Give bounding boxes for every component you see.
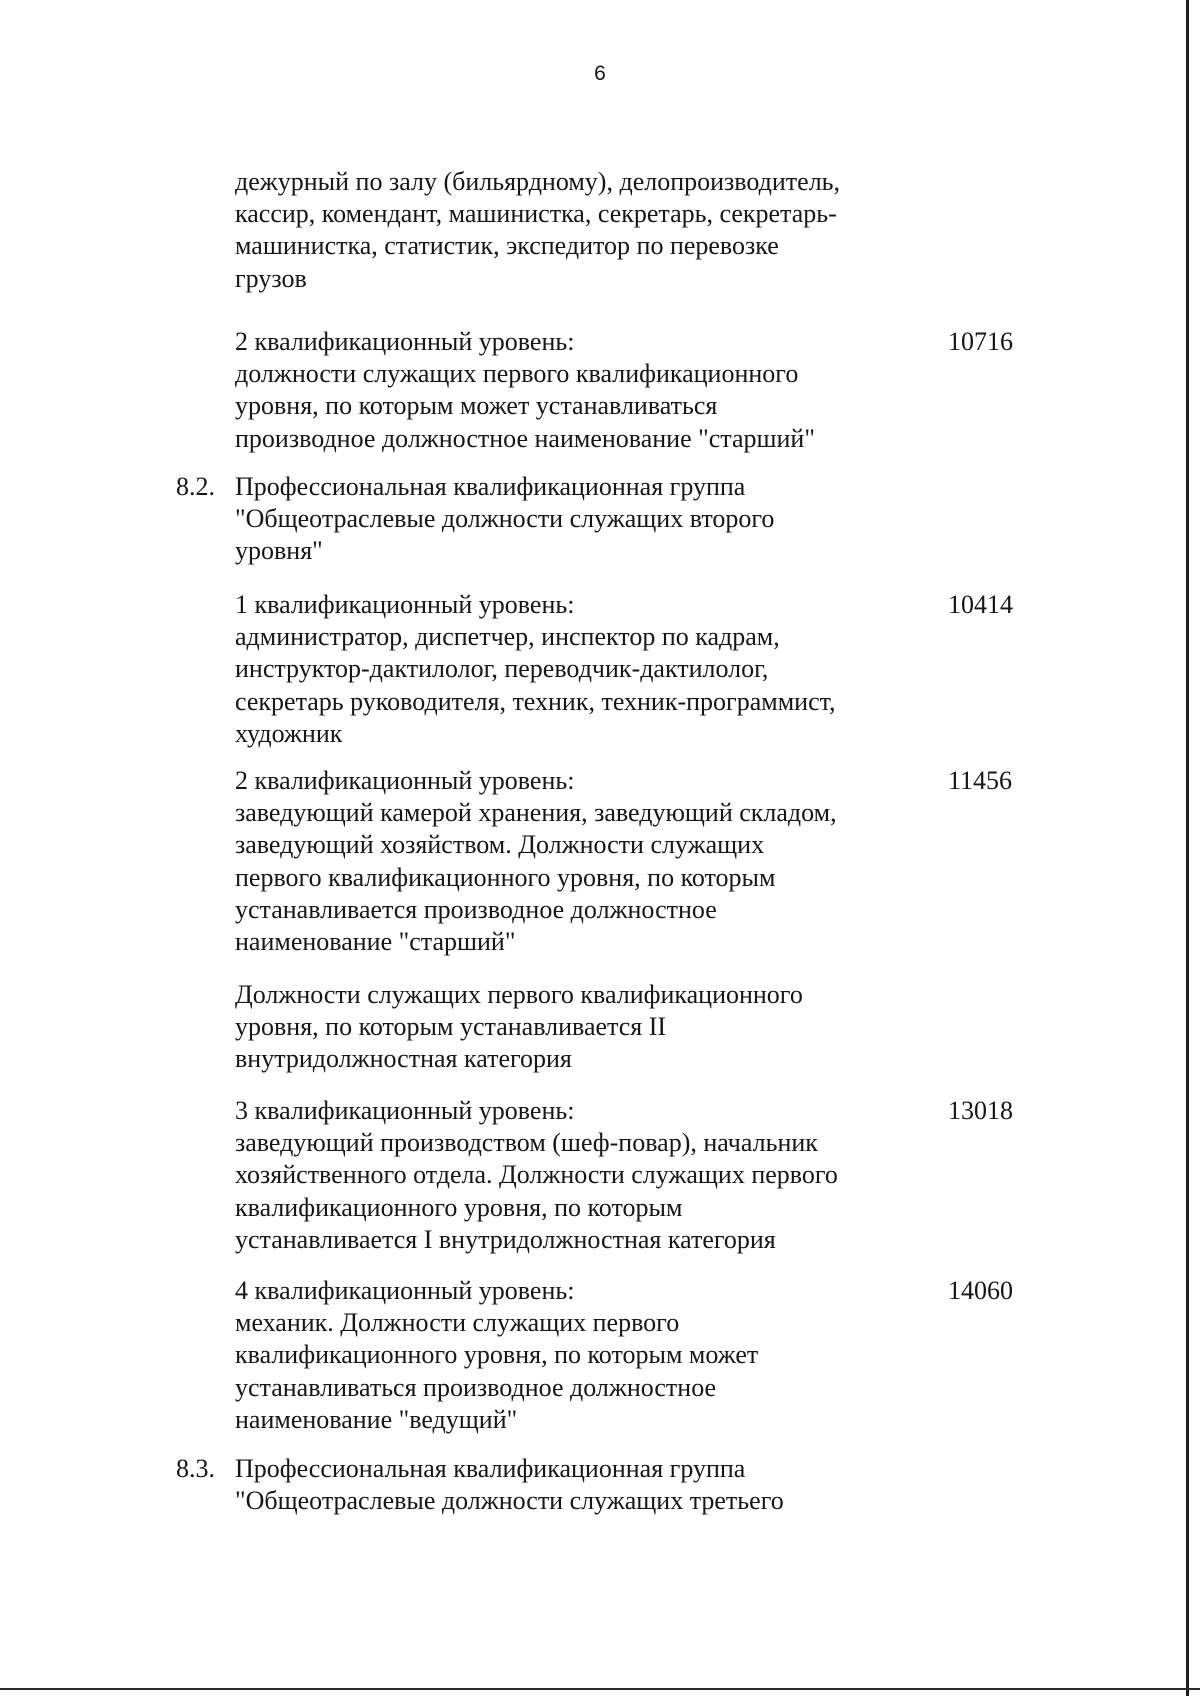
qualification-level-text <box>235 1275 915 1436</box>
text-line: первого квалификационного уровня, по которым <box>235 862 776 892</box>
level-heading: 1 квалификационный уровень: <box>235 590 575 619</box>
text-line: устанавливается I внутридолжностная категория <box>235 1224 776 1254</box>
text-line: кассир, комендант, машинистка, секретарь, секретарь- <box>235 199 837 229</box>
qualification-level-text <box>235 765 915 958</box>
text-line: квалификационного уровня, по которым может <box>235 1340 759 1370</box>
page-number: 6 <box>594 62 606 85</box>
section-number: 8.3. <box>176 1454 215 1483</box>
text-line: художник <box>235 718 343 748</box>
text-line: "Общеотраслевые должности служащих третьего <box>235 1486 784 1516</box>
level-heading: 2 квалификационный уровень: <box>235 766 575 795</box>
text-line: устанавливаться производное должностное <box>235 1372 717 1402</box>
text-line: дежурный по залу (бильярдному), делопроизводитель, <box>235 167 841 196</box>
text-line: грузов <box>235 263 307 293</box>
text-line: заведующий камерой хранения, заведующий складом, <box>235 798 837 828</box>
qualification-level-text <box>235 326 915 455</box>
group-title <box>235 471 915 568</box>
text-line: заведующий производством (шеф-повар), начальник <box>235 1128 818 1158</box>
salary-value: 11456 <box>948 766 1013 795</box>
salary-value: 10716 <box>948 327 1013 356</box>
text-line: внутридолжностная категория <box>235 1044 572 1074</box>
text-line: Профессиональная квалификационная группа <box>235 472 746 501</box>
salary-value: 10414 <box>948 590 1013 619</box>
text-line: наименование "ведущий" <box>235 1404 518 1434</box>
group-title <box>235 1453 915 1517</box>
text-line: машинистка, статистик, экспедитор по перевозке <box>235 231 779 261</box>
section-number: 8.2. <box>176 472 215 501</box>
text-line: секретарь руководителя, техник, техник-программист, <box>235 686 836 716</box>
text-line: устанавливается производное должностное <box>235 894 717 924</box>
text-line: "Общеотраслевые должности служащих второго <box>235 504 775 534</box>
text-line: наименование "старший" <box>235 927 516 957</box>
text-line: хозяйственного отдела. Должности служащих первого <box>235 1160 838 1190</box>
salary-value: 13018 <box>948 1096 1013 1125</box>
text-line: Должности служащих первого квалификационного <box>235 980 803 1009</box>
text-line: должности служащих первого квалификационного <box>235 359 799 389</box>
scan-edge-bottom <box>0 1688 1200 1690</box>
text-line: Профессиональная квалификационная группа <box>235 1454 746 1483</box>
text-line: уровня, по которым устанавливается II <box>235 1012 667 1042</box>
level-heading: 2 квалификационный уровень: <box>235 327 575 356</box>
text-line: уровня, по которым может устанавливаться <box>235 391 718 421</box>
text-line: уровня" <box>235 536 323 566</box>
text-line: механик. Должности служащих первого <box>235 1308 680 1338</box>
text-line: квалификационного уровня, по которым <box>235 1192 683 1222</box>
text-line: администратор, диспетчер, инспектор по кадрам, <box>235 622 780 652</box>
scan-edge-right <box>1186 0 1189 1696</box>
paragraph-text <box>235 979 915 1076</box>
level-heading: 4 квалификационный уровень: <box>235 1276 575 1305</box>
level-heading: 3 квалификационный уровень: <box>235 1096 575 1125</box>
text-line: производное должностное наименование "старший" <box>235 423 815 453</box>
qualification-level-text <box>235 589 915 750</box>
text-line: заведующий хозяйством. Должности служащих <box>235 830 765 860</box>
salary-value: 14060 <box>948 1276 1013 1305</box>
qualification-level-text <box>235 1095 915 1256</box>
text-line: инструктор-дактилолог, переводчик-дактилолог, <box>235 654 769 684</box>
intro-text <box>235 166 915 295</box>
